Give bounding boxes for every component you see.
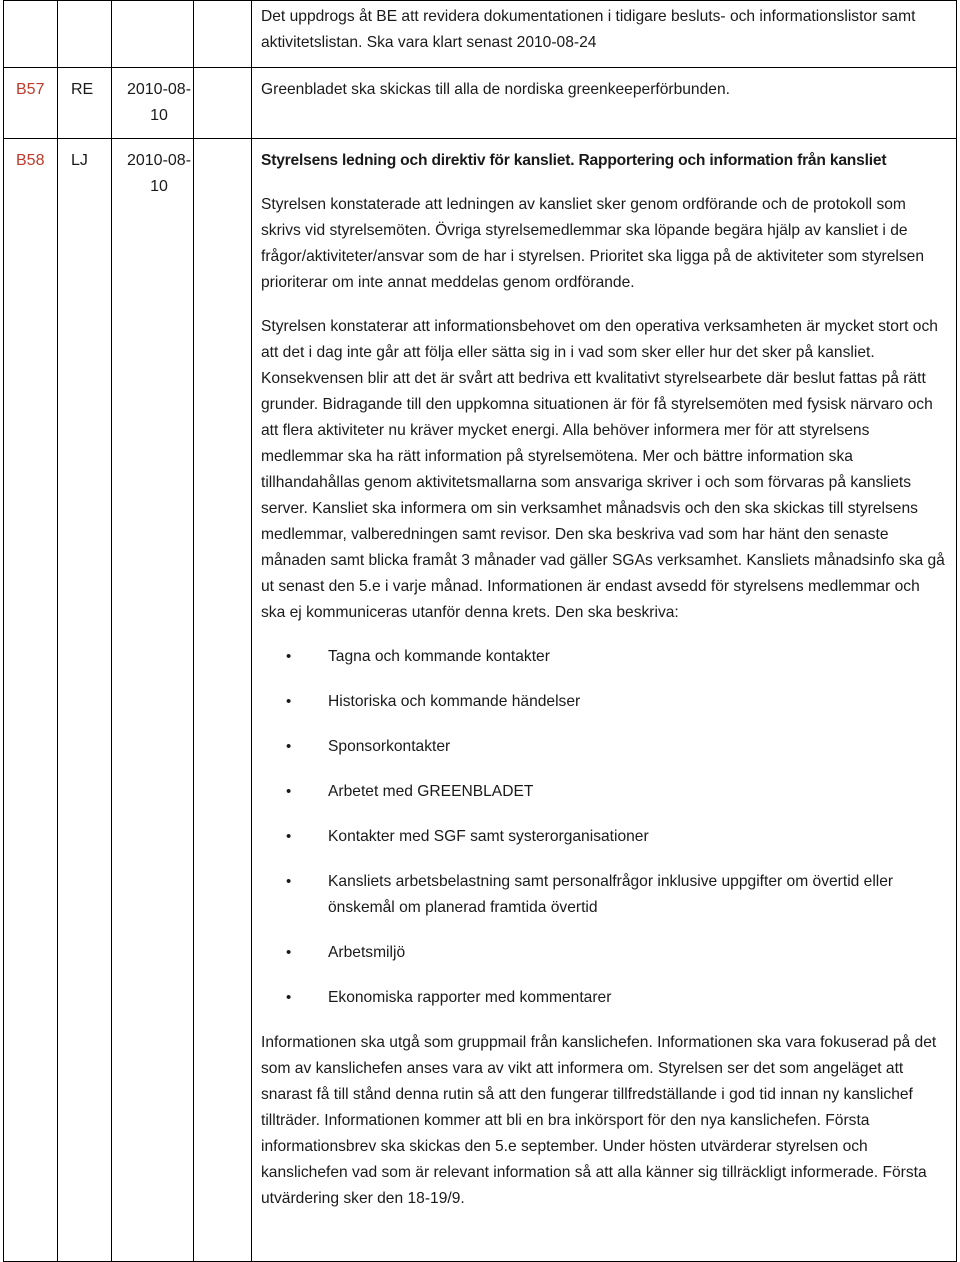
bullet-icon: • bbox=[286, 828, 292, 845]
paragraph: Styrelsen konstaterade att ledningen av kansliet sker genom ordförande och de protokoll som skrivs vid styrelsemöten. Övriga styrelsemedlemmar ska löpande begära hjälp av kansliet i de frågor/aktiviteter/ansvar som de har i styrelsen. Prioritet ska ligga på de aktiviteter som styrelsen prioriterar om inte annat meddelas genom ordförande. bbox=[261, 196, 925, 291]
list-item: • Kontakter med SGF samt systerorganisationer bbox=[261, 824, 948, 850]
list-item: • Kansliets arbetsbelastning samt personalfrågor inklusive uppgifter om övertid eller önskemål om planerad framtida övertid bbox=[261, 869, 948, 921]
bullet-icon: • bbox=[286, 693, 292, 710]
decision-text: Det uppdrogs åt BE att revidera dokumentationen i tidigare besluts- och informationslistor samt aktivitetslistan. Ska vara klart senast 2010-08-24 bbox=[261, 8, 916, 51]
list-item: • Ekonomiska rapporter med kommentarer bbox=[261, 985, 948, 1011]
bullet-icon: • bbox=[286, 873, 292, 890]
list-item: • Sponsorkontakter bbox=[261, 734, 948, 760]
list-item: • Arbetet med GREENBLADET bbox=[261, 779, 948, 805]
table-row bbox=[4, 68, 957, 139]
content-cell bbox=[252, 139, 957, 1262]
content-cell bbox=[252, 1, 957, 68]
spacer-cell bbox=[194, 139, 252, 1262]
bullet-icon: • bbox=[286, 783, 292, 800]
spacer-cell bbox=[194, 68, 252, 139]
bullet-icon: • bbox=[286, 944, 292, 961]
table-row bbox=[4, 139, 957, 1262]
paragraph: Styrelsen konstaterar att informationsbehovet om den operativa verksamheten är mycket stort och att det i dag inte går att följa eller sätta sig in i vad som sker eller hur det sker på kansliet. Konsekvensen blir att det är svårt att bedriva ett kvalitativt styrelsearbete där beslut fattas på rätt grunder. Bidragande till den uppkomna situationen är för få styrelsemöten med fysisk närvaro och att flera aktiviteter nu kräver mycket energi. Alla behöver informera mer för att styrelsens medlemmar ska ha rätt information på styrelsemötena. Mer och bättre information ska tillhandahållas genom aktivitetsmallarna som ansvariga skriver i och som förvaras på kansliets server. Kansliet ska informera om sin verksamhet månadsvis och den ska skickas till styrelsens medlemmar, valberedningen samt revisor. Den ska beskriva vad som har hänt den senaste månaden samt blicka framåt 3 månader vad gäller SGAs verksamhet. Kansliets månadsinfo ska gå ut senast den 5.e i varje månad. Informationen är endast avsedd för styrelsens medlemmar och ska ej kommuniceras utanför denna krets. Den ska beskriva: bbox=[261, 318, 945, 621]
section-heading: Styrelsens ledning och direktiv för kansliet. Rapportering och information från kansliet bbox=[261, 152, 887, 169]
list-item: • Tagna och kommande kontakter bbox=[261, 644, 948, 670]
item-id-cell: B57 bbox=[4, 68, 58, 139]
date-cell: 2010-08-10 bbox=[112, 139, 194, 1262]
bullet-icon: • bbox=[286, 738, 292, 755]
item-id-cell: B58 bbox=[4, 139, 58, 1262]
initials-cell: LJ bbox=[58, 139, 112, 1262]
list-item: • Historiska och kommande händelser bbox=[261, 689, 948, 715]
content-cell bbox=[252, 68, 957, 139]
item-id-cell bbox=[4, 1, 58, 68]
initials-cell: RE bbox=[58, 68, 112, 139]
bullet-list bbox=[261, 644, 948, 1011]
bullet-icon: • bbox=[286, 989, 292, 1006]
table-row bbox=[4, 1, 957, 68]
date-cell bbox=[112, 1, 194, 68]
bullet-icon: • bbox=[286, 648, 292, 665]
date-cell: 2010-08-10 bbox=[112, 68, 194, 139]
decision-text: Greenbladet ska skickas till alla de nordiska greenkeeperförbunden. bbox=[261, 81, 730, 98]
initials-cell bbox=[58, 1, 112, 68]
list-item: • Arbetsmiljö bbox=[261, 940, 948, 966]
spacer-cell bbox=[194, 1, 252, 68]
paragraph: Informationen ska utgå som gruppmail från kanslichefen. Informationen ska vara fokuserad på det som av kanslichefen anses vara av vikt att informera om. Styrelsen ser det som angeläget att snarast få till stånd denna rutin så att den fungerar tillfredställande i god tid innan ny kanslichef tillträder. Informationen kommer att bli en bra inkörsport för den nya kanslichefen. Första informationsbrev ska skickas den 5.e september. Under hösten utvärderar styrelsen och kanslichefen vad som är relevant information så att alla känner sig tillräckligt informerade. Första utvärdering sker den 18-19/9. bbox=[261, 1034, 937, 1207]
minutes-table bbox=[3, 0, 957, 1262]
